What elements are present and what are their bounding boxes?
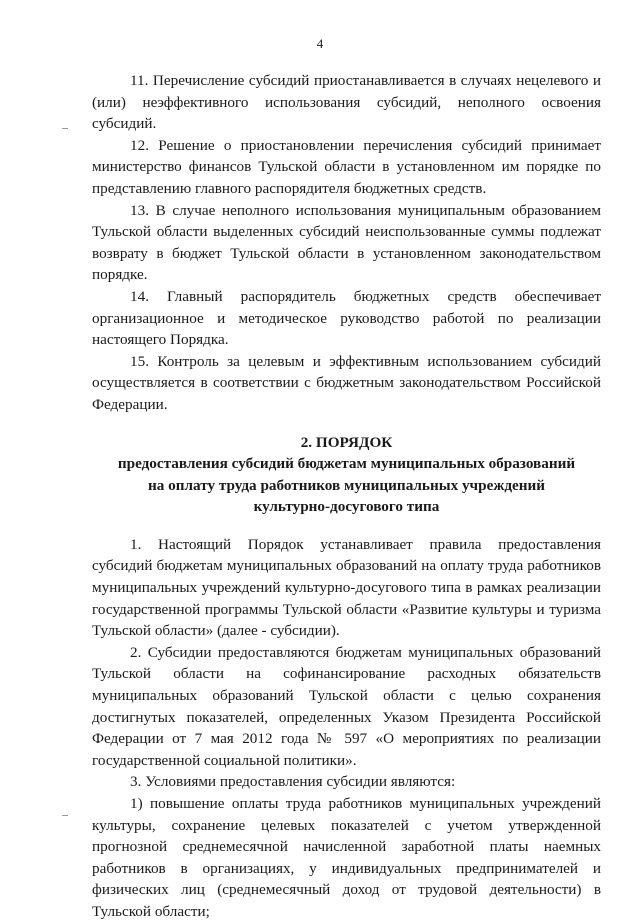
paragraph-12: 12. Решение о приостановлении перечисления субсидий принимает министерство финансов Тульской области в установленном им порядке по представлению главного распорядителя бюджетных средств. (92, 136, 601, 197)
section-title: 2. ПОРЯДОК (300, 433, 393, 451)
margin-mark (62, 128, 68, 129)
section2-paragraph-2: 2. Субсидии предоставляются бюджетам муниципальных образований Тульской области на софинансирование расходных обязательств муниципальных образований Тульской области с целью сохранения достигнутых показателей, определенных Указом Президента Российской Федерации от 7 мая 2012 года № 597 «О мероприятиях по реализации государственной социальной политики». (92, 643, 601, 769)
paragraph-13: 13. В случае неполного использования муниципальным образованием Тульской области выделенных субсидий неиспользованные суммы подлежат возврату в бюджет Тульской области в установленном законодательством порядке. (92, 201, 601, 284)
paragraph-11: 11. Перечисление субсидий приостанавливается в случаях нецелевого и (или) неэффективного использования субсидий, неполного освоения субсидий. (92, 72, 601, 133)
document-body (92, 70, 601, 923)
section-subtitle-line-3: культурно-досугового типа (253, 498, 440, 516)
paragraph-14: 14. Главный распорядитель бюджетных средств обеспечивает организационное и методическое руководство работой по реализации настоящего Порядка. (92, 287, 601, 349)
page-number: 4 (316, 36, 324, 51)
section-subtitle-line-1: предоставления субсидий бюджетам муниципальных образований (117, 455, 576, 473)
paragraph-15: 15. Контроль за целевым и эффективным использованием субсидий осуществляется в соответствии с бюджетным законодательством Российской Федерации. (92, 352, 601, 413)
margin-mark (62, 815, 68, 816)
section2-paragraph-3: 3. Условиями предоставления субсидии являются: (130, 773, 456, 791)
section-subtitle-line-2: на оплату труда работников муниципальных учреждений (147, 476, 546, 494)
section2-paragraph-1: 1. Настоящий Порядок устанавливает правила предоставления субсидий бюджетам муниципальных образований на оплату труда работников муниципальных учреждений культурно-досугового типа в рамках реализации государственной программы Тульской области «Развитие культуры и туризма Тульской области» (далее - субсидии). (92, 535, 601, 640)
section2-paragraph-3-item-1: 1) повышение оплаты труда работников муниципальных учреждений культуры, сохранение целевых показателей с учетом утвержденной прогнозной среднемесячной начисленной заработной платы наемных работников в организациях, у индивидуальных предпринимателей и физических лиц (среднемесячный доход от трудовой деятельности) в Тульской области; (92, 795, 601, 920)
